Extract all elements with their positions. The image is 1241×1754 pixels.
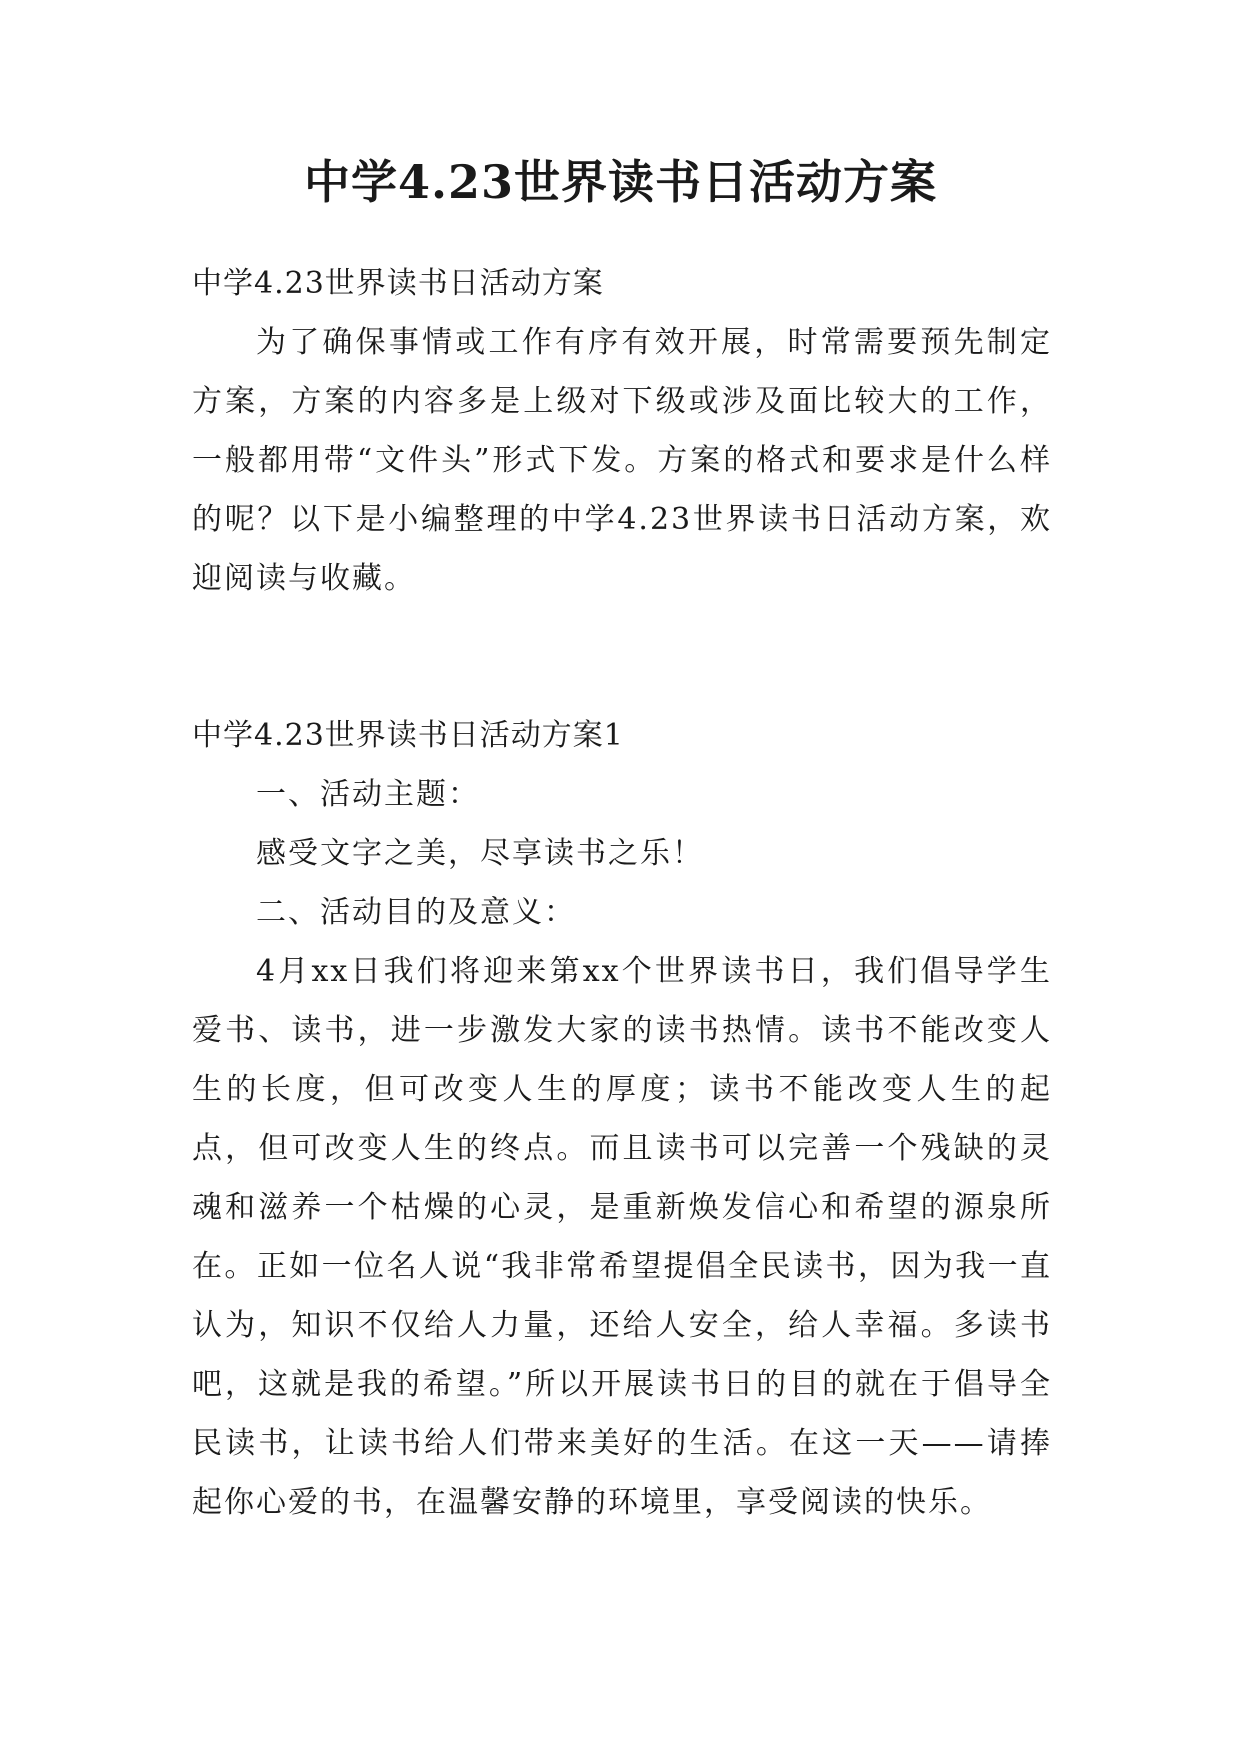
- purpose-paragraph: 4月xx日我们将迎来第xx个世界读书日，我们倡导学生爱书、读书，进一步激发大家的读书热情。读书不能改变人生的长度，但可改变人生的厚度；读书不能改变人生的起点，但可改变人生的终点。而且读书可以完善一个残缺的灵魂和滋养一个枯燥的心灵，是重新焕发信心和希望的源泉所在。正如一位名人说“我非常希望提倡全民读书，因为我一直认为，知识不仅给人力量，还给人安全，给人幸福。多读书吧，这就是我的希望。”所以开展读书日的目的就在于倡导全民读书，让读书给人们带来美好的生活。在这一天——请捧起你心爱的书，在温馨安静的环境里，享受阅读的快乐。: [192, 954, 1052, 1520]
- intro-paragraph: 为了确保事情或工作有序有效开展，时常需要预先制定方案，方案的内容多是上级对下级或涉及面比较大的工作，一般都用带“文件头”形式下发。方案的格式和要求是什么样的呢？以下是小编整理的中学4.23世界读书日活动方案，欢迎阅读与收藏。: [192, 325, 1052, 596]
- section-1: [192, 706, 1052, 1532]
- theme-label: 一、活动主题：: [256, 777, 480, 812]
- theme-text: 感受文字之美，尽享读书之乐！: [256, 836, 704, 871]
- document-title: 中学4.23世界读书日活动方案: [303, 155, 938, 209]
- intro-section: [192, 254, 1052, 608]
- section-1-heading: 中学4.23世界读书日活动方案1: [192, 718, 624, 753]
- purpose-label: 二、活动目的及意义：: [256, 895, 576, 930]
- intro-heading: 中学4.23世界读书日活动方案: [192, 266, 604, 301]
